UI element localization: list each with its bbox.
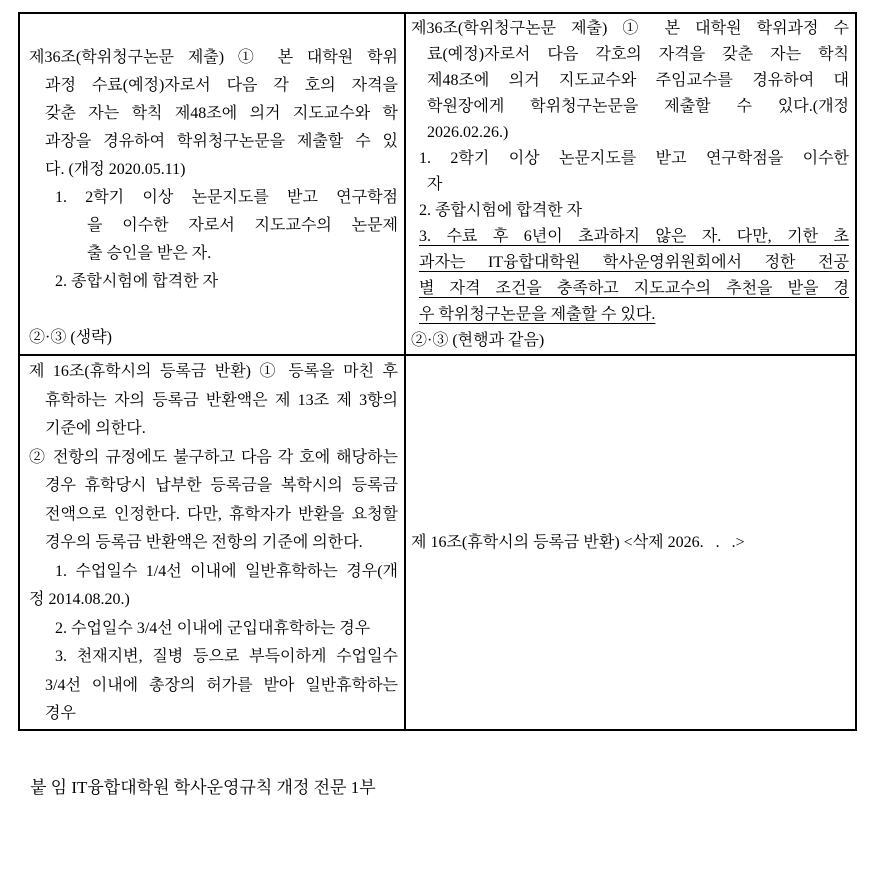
text-line: 2. 수업일수 3/4선 이내에 군입대휴학하는 경우 [55, 619, 371, 637]
text-line: ② 전항의 규정에도 불구하고 다음 각 호에 해당하는 [29, 448, 398, 466]
table-cell-left-current-provision-row1 [19, 355, 405, 730]
table-body [19, 13, 856, 730]
text-line: 1. 2학기 이상 논문지도를 받고 연구학점을 이수한 [419, 150, 849, 167]
text-line [29, 16, 398, 44]
text-line: 갖춘 자는 학칙 제48조에 의거 지도교수와 학 [45, 105, 398, 122]
regulation-comparison-table [18, 12, 857, 731]
text-line: 과장을 경유하여 학위청구논문을 제출할 수 있 [45, 133, 398, 150]
text-line: 3. 수료 후 6년이 초과하지 않은 자. 다만, 기한 초 [419, 228, 849, 245]
text-line: 제36조(학위청구논문 제출) ① 본 대학원 학위과정 수 [411, 20, 849, 37]
text-line: 제36조(학위청구논문 제출) ① 본 대학원 학위 [29, 49, 398, 66]
table-cell-left-current-provision-row0 [19, 13, 405, 355]
text-line: 정 2014.08.20.) [29, 591, 130, 608]
text-line: 경우 휴학당시 납부한 등록금을 복학시의 등록금 [45, 477, 398, 494]
text-line: 과정 수료(예정)자로서 다음 각 호의 자격을 [45, 77, 398, 94]
text-line: 다. (개정 2020.05.11) [45, 161, 186, 178]
table-cell-right-amended-provision-row0 [405, 13, 856, 355]
cell-content [411, 358, 849, 729]
cell-content [411, 16, 849, 354]
text-line: ②·③ (생략) [29, 329, 112, 346]
text-line: 우 학위청구논문을 제출할 수 있다. [419, 306, 656, 323]
text-line: 을 이수한 자로서 지도교수의 논문제 [87, 217, 398, 234]
text-line: 3/4선 이내에 총장의 허가를 받아 일반휴학하는 [45, 676, 398, 694]
text-line: 2. 종합시험에 합격한 자 [419, 202, 583, 219]
text-line: ②·③ (현행과 같음) [411, 332, 545, 349]
attachment-note: 붙 임 IT융합대학원 학사운영규칙 개정 전문 1부 [30, 778, 376, 797]
text-line: 제 16조(휴학시의 등록금 반환) ① 등록을 마친 후 [29, 363, 398, 380]
text-line: 과자는 IT융합대학원 학사운영위원회에서 정한 전공 [419, 254, 849, 271]
text-line: 제48조에 의거 지도교수와 주임교수를 경유하여 대 [427, 72, 849, 89]
text-line: 별 자격 조건을 충족하고 지도교수의 추천을 받을 경 [419, 280, 849, 297]
text-line: 1. 2학기 이상 논문지도를 받고 연구학점 [55, 189, 398, 206]
text-line: 전액으로 인정한다. 다만, 휴학자가 반환을 요청할 [45, 505, 398, 523]
text-line: 출 승인을 받은 자. [87, 245, 212, 262]
text-line: 자 [427, 176, 443, 193]
text-line: 1. 수업일수 1/4선 이내에 일반휴학하는 경우(개 [55, 562, 398, 580]
text-line: 기준에 의한다. [45, 420, 146, 437]
text-line: 경우 [45, 705, 76, 722]
table-row [19, 355, 856, 730]
text-line: 료(예정)자로서 다음 각호의 자격을 갖춘 자는 학칙 [427, 46, 849, 63]
table-cell-right-amended-provision-row1 [405, 355, 856, 730]
text-line: 2026.02.26.) [427, 124, 509, 141]
text-line: 학원장에게 학위청구논문을 제출할 수 있다.(개정 [427, 98, 849, 115]
text-line: 휴학하는 자의 등록금 반환액은 제 13조 제 3항의 [45, 391, 398, 409]
cell-content [29, 358, 398, 729]
text-line: 제 16조(휴학시의 등록금 반환) <삭제 2026. . .> [411, 534, 745, 552]
text-line [29, 296, 398, 324]
text-line: 경우의 등록금 반환액은 전항의 기준에 의한다. [45, 534, 363, 551]
cell-content [29, 16, 398, 354]
text-line: 3. 천재지변, 질병 등으로 부득이하게 수업일수 [55, 648, 398, 665]
text-line: 2. 종합시험에 합격한 자 [55, 273, 219, 290]
table-row [19, 13, 856, 355]
